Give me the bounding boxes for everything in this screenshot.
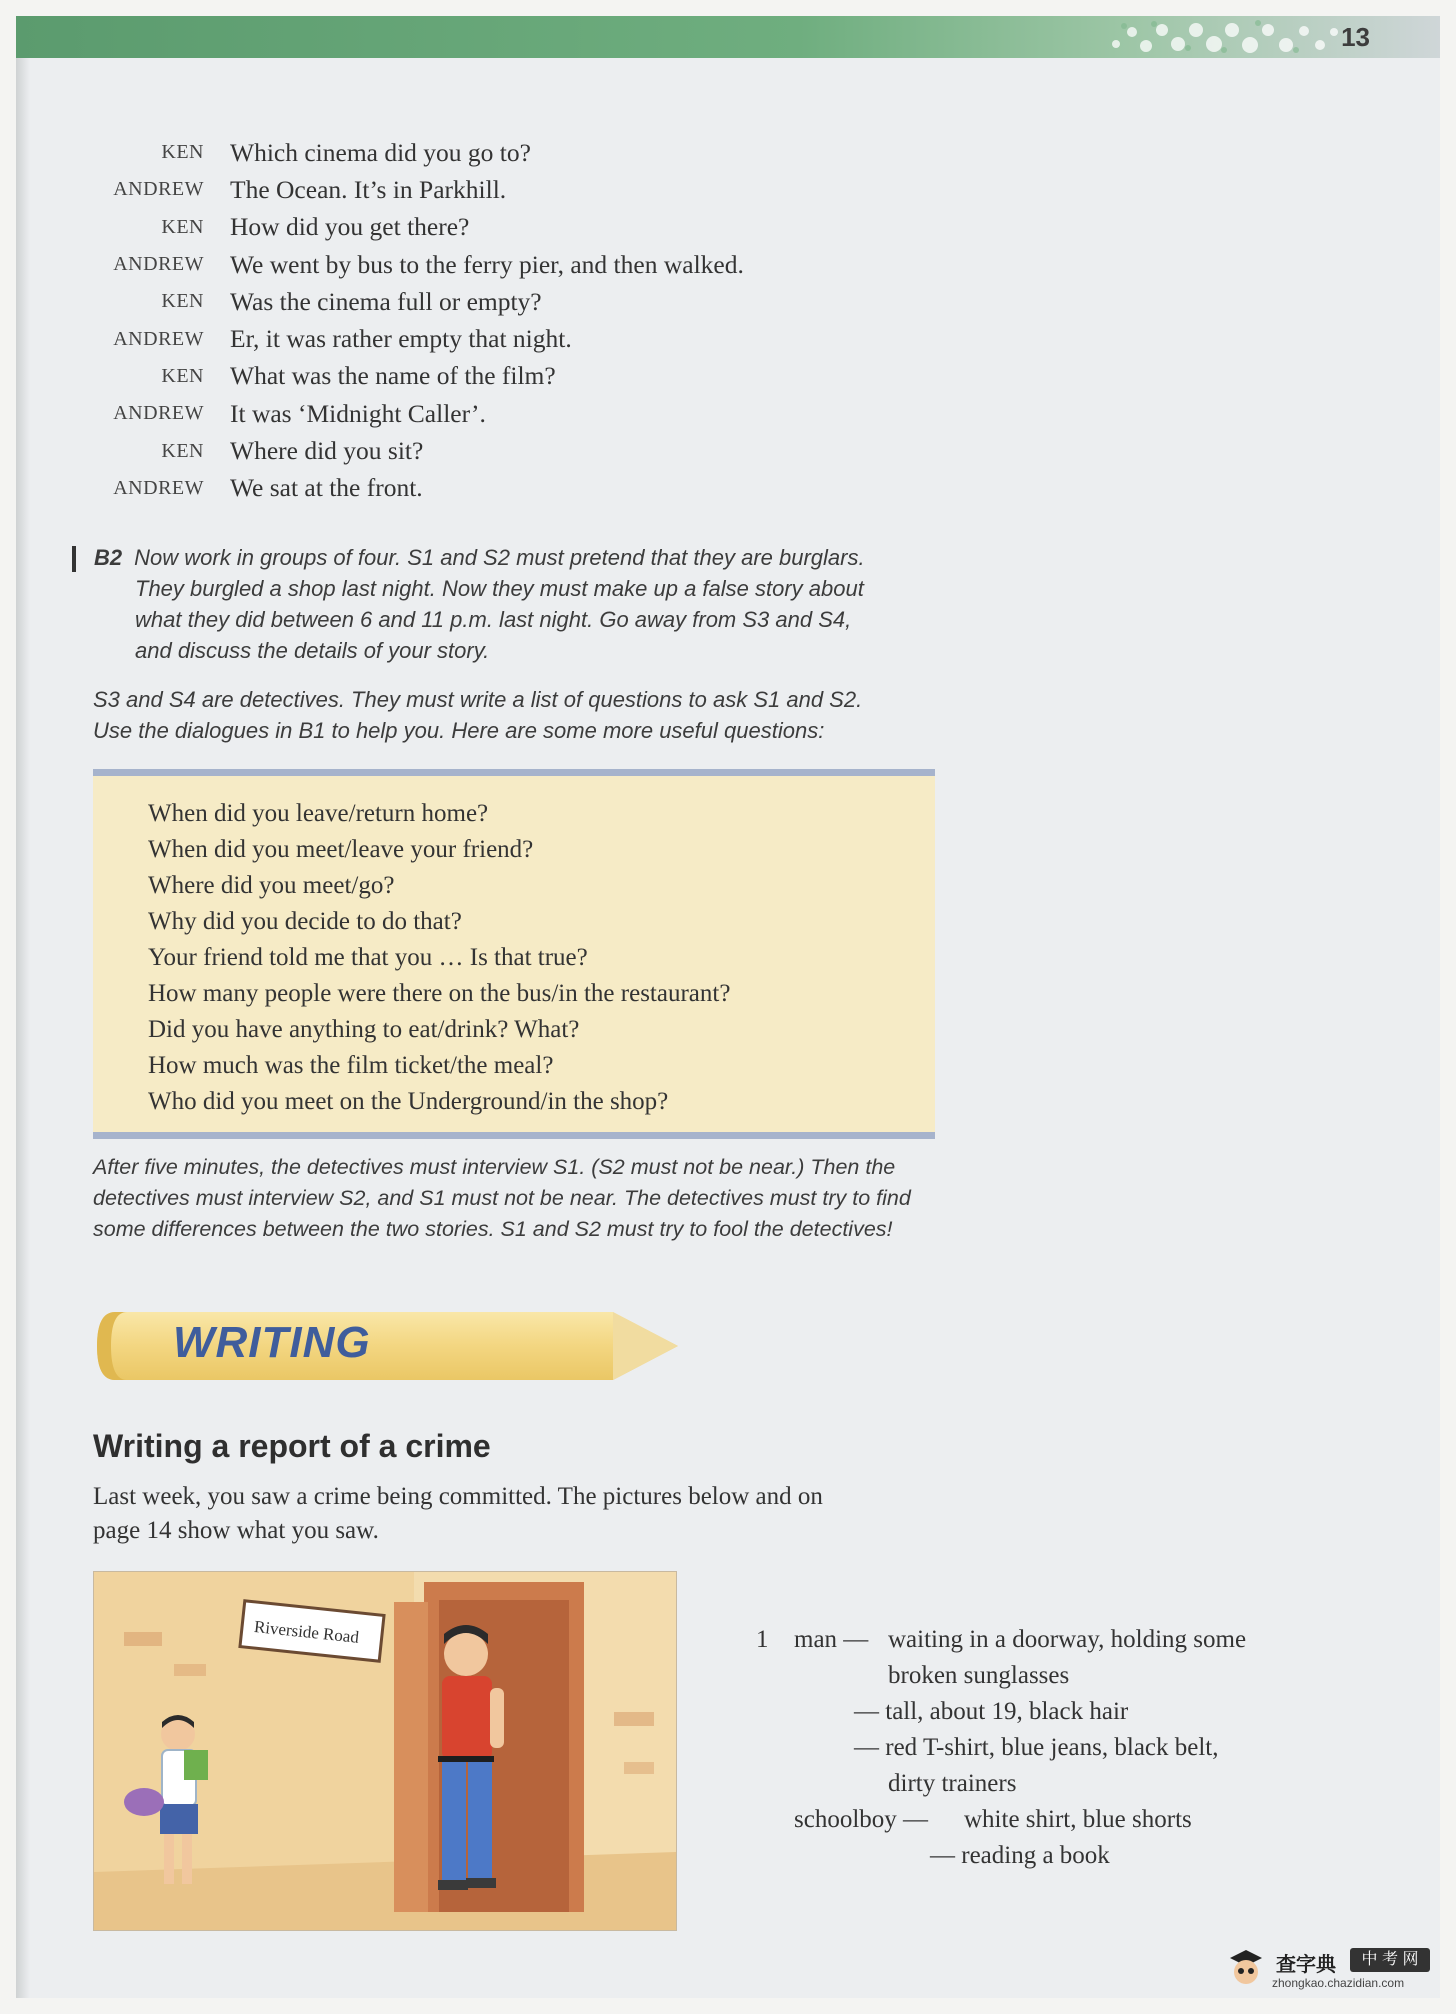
questions-box	[93, 769, 935, 1139]
writing-title: WRITING	[173, 1318, 371, 1367]
b2-line: They burgled a shop last night. Now they must make up a false story about	[135, 576, 864, 601]
detectives-instructions	[93, 684, 862, 746]
page-number: 13	[1341, 22, 1370, 52]
note-text: waiting in a doorway, holding some	[888, 1626, 1247, 1653]
speech-text: Er, it was rather empty that night.	[230, 324, 572, 354]
speaker-label: ANDREW	[113, 402, 204, 425]
note-text: — reading a book	[930, 1842, 1110, 1869]
b2-text: Now work in groups of four. S1 and S2 must pretend that they are burglars.	[134, 545, 865, 570]
b2-marker	[72, 546, 76, 572]
dialogue-line	[76, 283, 744, 320]
b2-line	[94, 542, 865, 573]
schoolboy-label: schoolboy —	[794, 1806, 929, 1833]
dialogue	[76, 134, 744, 507]
speech-text: What was the name of the film?	[230, 361, 556, 391]
dialogue-line	[76, 171, 744, 208]
b2-line: and discuss the details of your story.	[135, 638, 490, 663]
speaker-label: ANDREW	[113, 476, 204, 499]
watermark	[1226, 1946, 1436, 1996]
b2-instructions	[94, 542, 865, 666]
speaker-label: KEN	[161, 141, 204, 164]
mascot-icon	[1226, 1946, 1266, 1992]
after-line: some differences between the two stories. S1 and S2 must try to fool the detectives!	[93, 1217, 893, 1241]
speaker-label: ANDREW	[113, 178, 204, 201]
dialogue-line	[76, 395, 744, 432]
question-item: How much was the film ticket/the meal?	[148, 1052, 554, 1079]
intro-line: page 14 show what you saw.	[93, 1517, 379, 1544]
note-text: dirty trainers	[888, 1770, 1017, 1797]
dialogue-line	[76, 209, 744, 246]
page-binding-shadow	[16, 16, 30, 1998]
dialogue-line	[76, 246, 744, 283]
speaker-label: ANDREW	[113, 327, 204, 350]
question-item: When did you meet/leave your friend?	[148, 836, 534, 863]
speech-text: Was the cinema full or empty?	[230, 286, 542, 316]
intro-line: Last week, you saw a crime being committed. The pictures below and on	[93, 1483, 823, 1510]
detectives-line: S3 and S4 are detectives. They must write a list of questions to ask S1 and S2.	[93, 687, 863, 712]
speech-text: It was ‘Midnight Caller’.	[230, 398, 486, 428]
after-line: After five minutes, the detectives must interview S1. (S2 must not be near.) Then the	[93, 1155, 896, 1179]
section-heading: Writing a report of a crime	[93, 1428, 491, 1464]
speaker-label: KEN	[161, 439, 204, 462]
speech-text: We went by bus to the ferry pier, and then walked.	[230, 249, 744, 279]
question-item: Who did you meet on the Underground/in the shop?	[148, 1088, 669, 1115]
street-scene-icon	[94, 1572, 676, 1930]
question-item: Why did you decide to do that?	[148, 908, 462, 935]
speech-text: We sat at the front.	[230, 473, 423, 503]
note-text: broken sunglasses	[888, 1662, 1070, 1689]
dots-decoration-icon	[1106, 18, 1346, 56]
writing-intro	[93, 1480, 1033, 1548]
writing-banner	[93, 1306, 693, 1386]
man-label: man —	[794, 1626, 869, 1653]
watermark-title: 查字典	[1276, 1954, 1336, 1976]
questions-list	[148, 796, 730, 1120]
dialogue-line	[76, 358, 744, 395]
note-number: 1	[756, 1626, 769, 1653]
speaker-label: KEN	[161, 215, 204, 238]
speech-text: The Ocean. It’s in Parkhill.	[230, 174, 507, 204]
dialogue-line	[76, 320, 744, 357]
question-item: Where did you meet/go?	[148, 872, 395, 899]
note-text: white shirt, blue shorts	[964, 1806, 1192, 1833]
textbook-page	[16, 16, 1440, 1998]
note-text: — tall, about 19, black hair	[854, 1698, 1129, 1725]
crime-illustration	[93, 1571, 677, 1931]
dialogue-line	[76, 470, 744, 507]
question-item: How many people were there on the bus/in the restaurant?	[148, 980, 731, 1007]
speech-text: How did you get there?	[230, 212, 470, 242]
b2-line: what they did between 6 and 11 p.m. last night. Go away from S3 and S4,	[135, 607, 852, 632]
speaker-label: KEN	[161, 364, 204, 387]
speaker-label: KEN	[161, 290, 204, 313]
speech-text: Which cinema did you go to?	[230, 137, 531, 167]
question-item: Your friend told me that you … Is that true?	[148, 944, 588, 971]
b2-label: B2	[94, 545, 123, 570]
watermark-tag: 中 考 网	[1350, 1948, 1430, 1972]
speech-text: Where did you sit?	[230, 436, 424, 466]
after-instructions	[93, 1152, 911, 1245]
street-sign-text: Riverside Road	[253, 1616, 360, 1647]
dialogue-line	[76, 134, 744, 171]
header-band	[16, 16, 1440, 58]
note-text: — red T-shirt, blue jeans, black belt,	[854, 1734, 1219, 1761]
dialogue-line	[76, 432, 744, 469]
after-line: detectives must interview S2, and S1 must not be near. The detectives must try to find	[93, 1186, 911, 1210]
question-item: When did you leave/return home?	[148, 800, 489, 827]
watermark-url: zhongkao.chazidian.com	[1272, 1976, 1405, 1990]
question-item: Did you have anything to eat/drink? What?	[148, 1016, 580, 1043]
speaker-label: ANDREW	[113, 253, 204, 276]
detectives-line: Use the dialogues in B1 to help you. Here are some more useful questions:	[93, 718, 825, 743]
